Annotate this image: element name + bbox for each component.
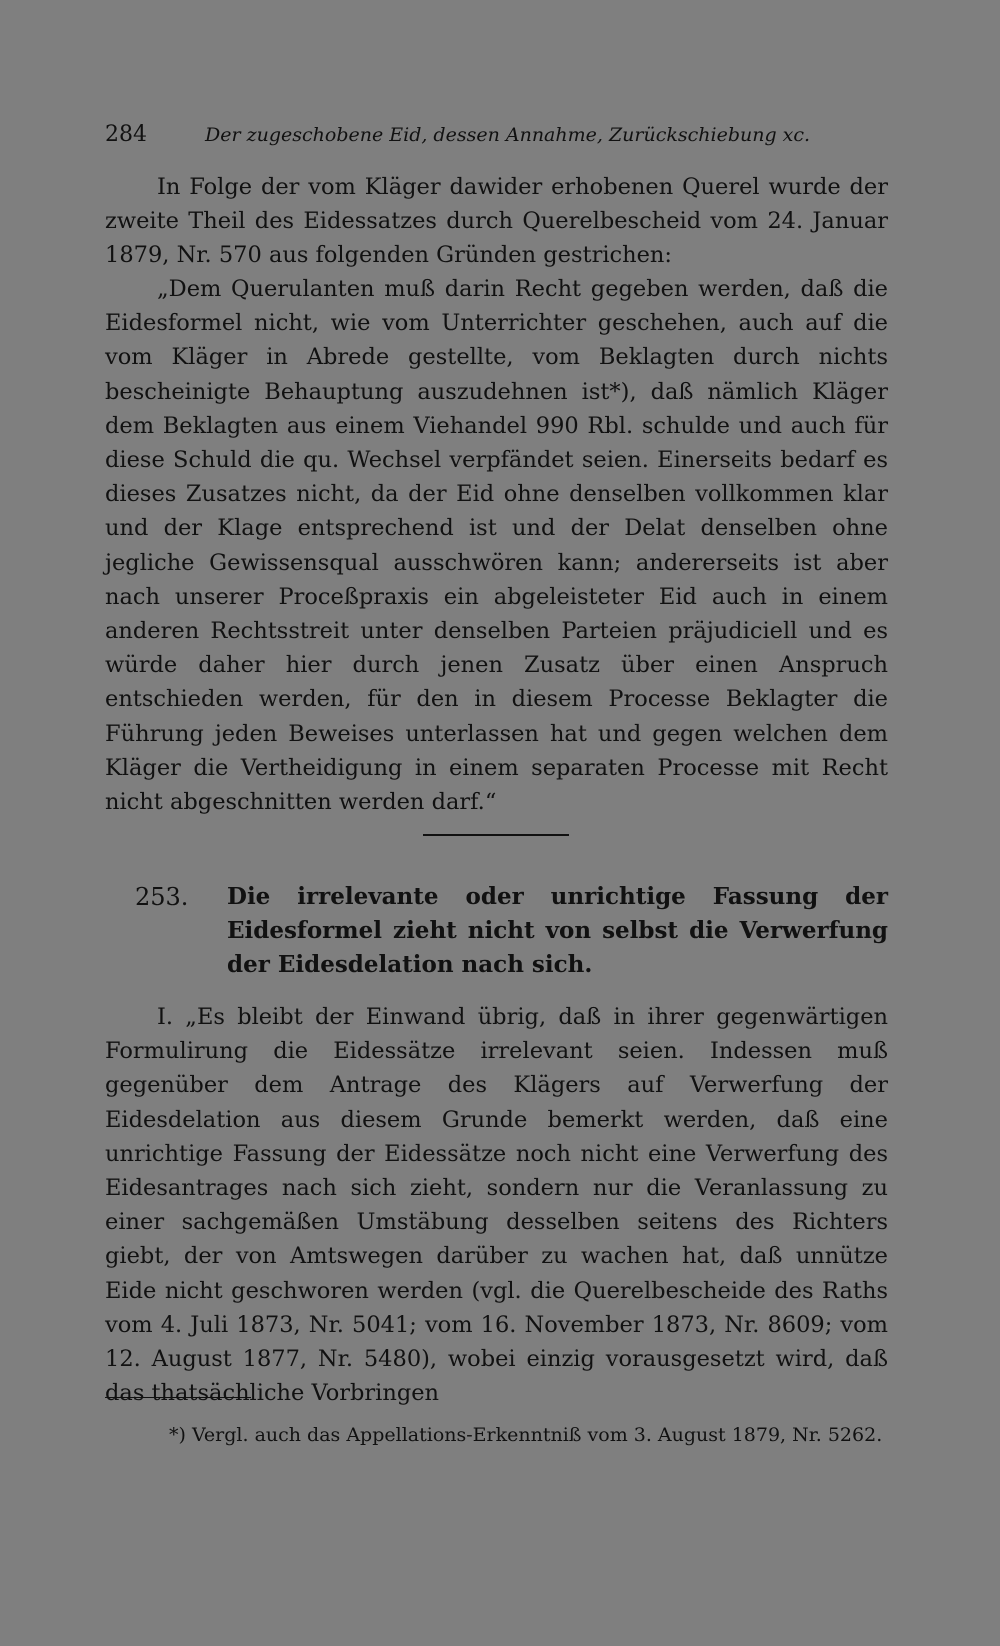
section-divider [423,834,569,836]
paragraph-quotation: „Dem Querulanten muß darin Recht gegeben werden, daß die Eidesformel nicht, wie vom Unterrichter geschehen, auch auf die vom Kläger in Abrede gestellte, vom Beklagten durch nichts bescheinigte Behauptung auszudehnen ist*), daß nämlich Kläger dem Beklagten aus einem Viehandel 990 Rbl. schulde und auch für diese Schuld die qu. Wechsel verpfändet seien. Einerseits bedarf es dieses Zusatzes nicht, da der Eid ohne denselben vollkommen klar und der Klage entsprechend ist und der Delat denselben ohne jegliche Gewissensqual ausschwören kann; andererseits ist aber nach unserer Proceßpraxis ein abgeleisteter Eid auch in einem anderen Rechtsstreit unter denselben Parteien präjudiciell und es würde daher hier durch jenen Zusatz über einen Anspruch entschieden werden, für den in diesem Processe Beklagter die Führung jeden Beweises unterlassen hat und gegen welchen dem Kläger die Vertheidigung in einem separaten Processe mit Recht nicht abgeschnitten werden darf.“ [105,276,888,816]
running-head: Der zugeschobene Eid, dessen Annahme, Zurückschiebung xc. [205,124,811,146]
footnote: *) Vergl. auch das Appellations-Erkenntniß vom 3. August 1879, Nr. 5262. [169,1424,883,1446]
section-title: Die irrelevante oder unrichtige Fassung der Eidesformel zieht nicht von selbst die Verwerfung der Eidesdelation nach sich. [227,883,888,979]
section-number: 253. [135,883,189,911]
page-number: 284 [105,122,147,147]
section-heading [135,880,888,983]
section-body: I. „Es bleibt der Einwand übrig, daß in ihrer gegenwärtigen Formulirung die Eidessätze irrelevant seien. Indessen muß gegenüber dem Antrage des Klägers auf Verwerfung der Eidesdelation aus diesem Grunde bemerkt werden, daß eine unrichtige Fassung der Eidessätze noch nicht eine Verwerfung des Eidesantrages nach sich zieht, sondern nur die Veranlassung zu einer sachgemäßen Umstäbung desselben seitens des Richters giebt, der von Amtswegen darüber zu wachen hat, daß unnütze Eide nicht geschworen werden (vgl. die Querelbescheide des Raths vom 4. Juli 1873, Nr. 5041; vom 16. November 1873, Nr. 8609; vom 12. August 1877, Nr. 5480), wobei einzig vorausgesetzt wird, daß das thatsächliche Vorbringen [105,1004,888,1407]
footnote-rule [105,1397,251,1398]
page-header [105,122,888,152]
paragraph-querel: In Folge der vom Kläger dawider erhobenen Querel wurde der zweite Theil des Eidessatzes durch Querelbescheid vom 24. Januar 1879, Nr. 570 aus folgenden Gründen gestrichen: [105,174,888,269]
